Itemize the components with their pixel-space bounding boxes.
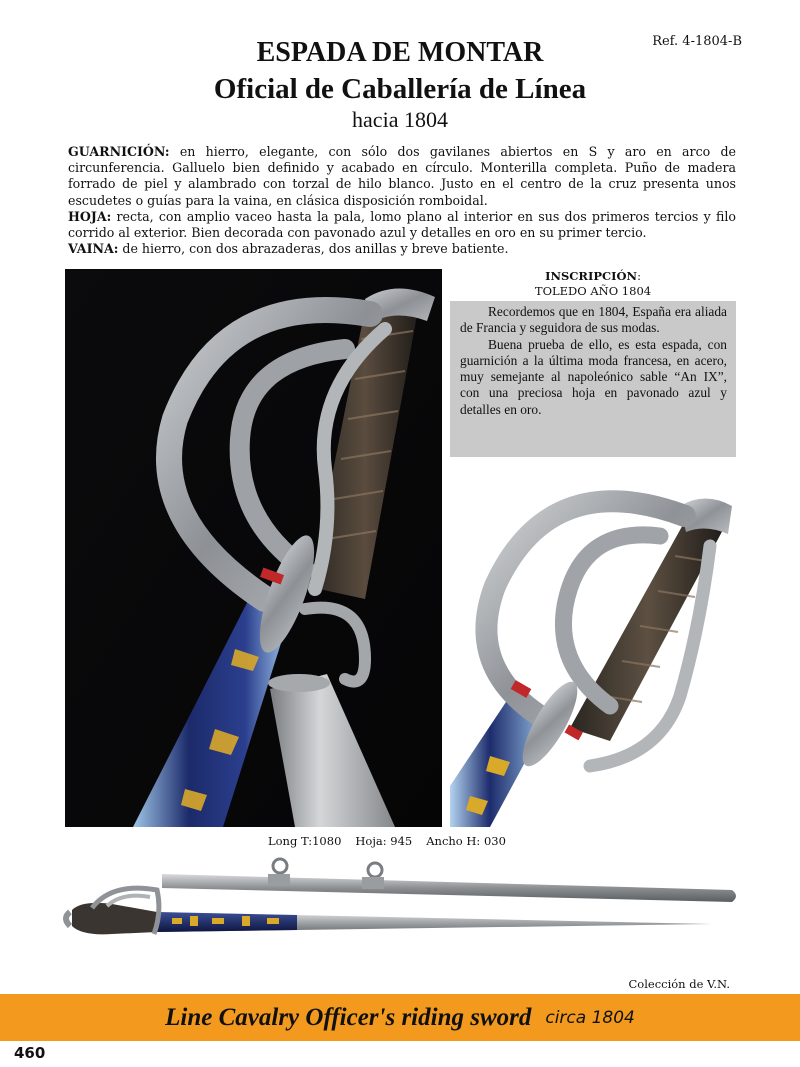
vaina-text: de hierro, con dos abrazaderas, dos anillas y breve batiente. — [118, 241, 509, 257]
guarnicion-paragraph — [68, 144, 736, 209]
page-subtitle: Oficial de Caballería de Línea — [213, 73, 587, 105]
page-number: 460 — [14, 1044, 46, 1062]
description-block — [68, 144, 736, 257]
inscription-caption — [450, 269, 736, 299]
inscription-colon: : — [637, 269, 641, 283]
hilt-photo — [65, 269, 442, 827]
hilt-detail-photo — [450, 466, 736, 827]
inscription-text: TOLEDO AÑO 1804 — [534, 284, 652, 298]
inscription-label-line — [450, 269, 736, 284]
dimensions — [268, 834, 520, 848]
vaina-label: VAINA: — [68, 241, 119, 257]
collection-credit: Colección de V.N. — [628, 977, 730, 991]
historical-note — [450, 301, 736, 457]
reference-code: Ref. 4-1804-B — [652, 34, 742, 49]
length-total: Long T:1080 — [268, 834, 342, 848]
english-title: Line Cavalry Officer's riding sword — [165, 1003, 532, 1031]
note-paragraph-1: Recordemos que en 1804, España era aliada de Francia y seguidora de sus modas. — [460, 304, 727, 336]
hoja-text: recta, con amplio vaceo hasta la pala, lomo plano al interior en sus dos primeros tercios y filo corrido al exterior. Bien decorada con pavonado azul y detalles en oro en su primer tercio. — [68, 208, 736, 241]
vaina-paragraph — [68, 241, 736, 257]
blade-length: Hoja: 945 — [355, 834, 413, 848]
english-title-banner — [0, 994, 800, 1041]
guarnicion-label: GUARNICIÓN: — [68, 144, 170, 159]
guarnicion-text: en hierro, elegante, con sólo dos gavilanes abiertos en S y aro en arco de circunferencia. Galluelo bien definido y acabado en círculo. Monterilla completa. Puño de madera forrado de piel y alambrado con torzal de hilo blanco. Justo en el centro de la cruz presenta unos escudetes o guías para la vaina, en clásica disposición romboidal. — [68, 144, 736, 208]
page-date: hacia 1804 — [352, 107, 448, 132]
hoja-label: HOJA: — [68, 208, 112, 224]
full-sword-photo — [62, 852, 742, 944]
page-title: ESPADA DE MONTAR — [256, 37, 544, 68]
inscription-label: INSCRIPCIÓN — [545, 269, 638, 283]
blade-width: Ancho H: 030 — [426, 834, 506, 848]
english-circa: circa 1804 — [545, 1007, 635, 1028]
note-paragraph-2: Buena prueba de ello, es esta espada, con guarnición a la última moda francesa, en acero, muy semejante al napoleónico sable “An IX”, con una preciosa hoja en pavonado azul y detalles en oro. — [460, 336, 727, 417]
hoja-paragraph — [68, 209, 736, 241]
